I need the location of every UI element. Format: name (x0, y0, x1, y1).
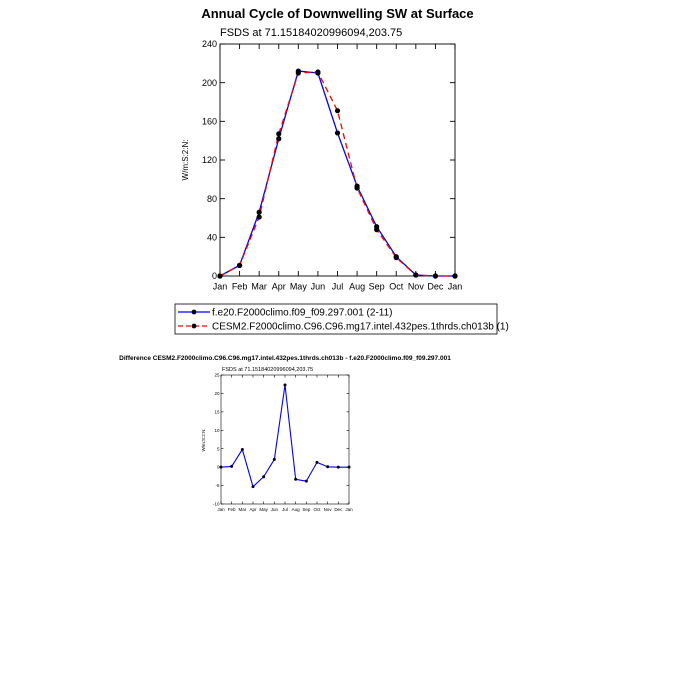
chart2-ytick-label: 15 (214, 409, 220, 415)
chart1-series-2-point (335, 108, 340, 113)
chart1-xtick-label: May (289, 281, 307, 292)
chart2-xtick-label: Sep (302, 506, 311, 512)
chart1-ytick-label: 40 (206, 232, 217, 243)
chart1-series-1-line (220, 71, 455, 276)
chart1-series-2-point (452, 273, 457, 278)
chart1-series-1-point (335, 130, 340, 135)
chart2-xtick-label: Mar (238, 506, 247, 512)
chart2-frame-rect (221, 375, 349, 504)
chart1-series-2-point (296, 70, 301, 75)
chart2-series-1-point (230, 465, 233, 468)
chart1-xtick-label: Jul (331, 281, 344, 292)
chart1-plot-frame (220, 44, 455, 276)
chart2-ytick-label: 20 (214, 391, 220, 397)
chart1-series-2-point (217, 273, 222, 278)
chart1-series-2-point (354, 185, 359, 190)
chart1-ylabel: W/m:S:2:N: (181, 139, 190, 181)
chart2-ytick-label: -10 (212, 501, 220, 507)
chart1-xtick-label: Mar (251, 281, 267, 292)
chart1-series-2-line (220, 72, 455, 276)
chart2-xtick-label: Nov (323, 506, 332, 512)
chart2-series-1-point (241, 448, 244, 451)
chart1-series-2-point (276, 131, 281, 136)
legend-marker-series-2 (192, 324, 197, 329)
chart1-title: Annual Cycle of Downwelling SW at Surface (201, 6, 474, 21)
chart1-xtick-label: Sep (368, 281, 385, 292)
chart2-ytick-label: 0 (216, 464, 220, 470)
chart2-y-axis (213, 373, 349, 507)
chart2-series (220, 383, 351, 488)
chart1-series-2-point (237, 263, 242, 268)
chart2-series-1-line (221, 385, 349, 487)
chart1-series-2-point (257, 214, 262, 219)
chart1-series-1-point (257, 210, 262, 215)
chart1-legend (175, 304, 509, 334)
chart2-plot-frame (221, 375, 349, 504)
chart2-xtick-label: Apr (249, 506, 257, 512)
chart1-ytick-label: 160 (201, 116, 217, 127)
chart2-subtitle: FSDS at 71.15184020996094,203.75 (222, 367, 314, 373)
chart2-series-1-point (337, 466, 340, 469)
chart1-series-2-point (413, 272, 418, 277)
chart1-xtick-label: Oct (389, 281, 404, 292)
chart2-title: Difference CESM2.F2000climo.C96.C96.mg17.intel.432pes.1thrds.ch013b - f.e20.F2000climo.f09_f09.297.001 (119, 355, 451, 362)
chart2-series-1-point (348, 466, 351, 469)
chart2-xtick-label: Jan (217, 506, 225, 512)
chart1-series-2-point (315, 69, 320, 74)
chart1-series-2-point (394, 255, 399, 260)
chart2-ytick-label: 25 (214, 372, 220, 378)
chart2-xtick-label: Jan (345, 506, 353, 512)
chart2-xtick-label: Jun (270, 506, 278, 512)
chart1-xtick-label: Apr (271, 281, 286, 292)
chart1-frame-rect (220, 44, 455, 276)
chart1-ytick-label: 240 (201, 39, 217, 50)
difference-chart (119, 355, 451, 512)
chart2-xtick-label: May (259, 506, 268, 512)
chart2-xtick-label: Aug (291, 506, 300, 512)
chart1-xtick-label: Nov (407, 281, 424, 292)
chart1-ytick-label: 80 (206, 193, 217, 204)
chart2-series-1-point (326, 465, 329, 468)
chart2-xtick-label: Oct (313, 506, 321, 512)
chart1-series (217, 68, 457, 278)
chart1-ytick-label: 0 (211, 271, 217, 282)
chart2-x-axis (217, 375, 353, 512)
chart2-series-1-point (305, 480, 308, 483)
chart2-series-1-point (220, 466, 223, 469)
chart1-xtick-label: Aug (349, 281, 366, 292)
chart1-xtick-label: Feb (231, 281, 248, 292)
chart1-series-2-point (374, 227, 379, 232)
legend-label-series-1: f.e20.F2000climo.f09_f09.297.001 (2-11) (212, 307, 393, 319)
chart1-ytick-label: 120 (201, 155, 217, 166)
chart1-xtick-label: Jun (310, 281, 326, 292)
chart2-series-1-point (262, 475, 265, 478)
chart1-y-axis (202, 39, 455, 281)
legend-label-series-2: CESM2.F2000climo.C96.C96.mg17.intel.432pes.1thrds.ch013b (1) (212, 321, 509, 333)
chart2-series-1-point (284, 383, 287, 386)
chart2-series-1-point (294, 478, 297, 481)
chart1-x-axis (213, 44, 463, 292)
chart2-series-1-point (316, 461, 319, 464)
chart1-series-1-point (276, 136, 281, 141)
chart2-ytick-label: -5 (215, 483, 220, 489)
chart2-ytick-label: 10 (214, 427, 220, 433)
chart2-xtick-label: Feb (227, 506, 236, 512)
chart2-series-1-point (252, 485, 255, 488)
chart2-series-1-point (273, 458, 276, 461)
annual-cycle-chart (175, 6, 509, 334)
chart2-ylabel: W/m:S:2:N: (201, 428, 206, 452)
chart2-xtick-label: Jul (282, 506, 288, 512)
chart2-xtick-label: Dec (334, 506, 343, 512)
chart1-xtick-label: Jan (212, 281, 228, 292)
chart2-ytick-label: 5 (216, 446, 220, 452)
chart1-subtitle: FSDS at 71.15184020996094,203.75 (220, 27, 403, 39)
chart1-xtick-label: Dec (427, 281, 444, 292)
legend-marker-series-1 (192, 310, 197, 315)
chart1-series-2-point (433, 273, 438, 278)
chart1-ytick-label: 200 (201, 77, 217, 88)
chart1-xtick-label: Jan (447, 281, 463, 292)
